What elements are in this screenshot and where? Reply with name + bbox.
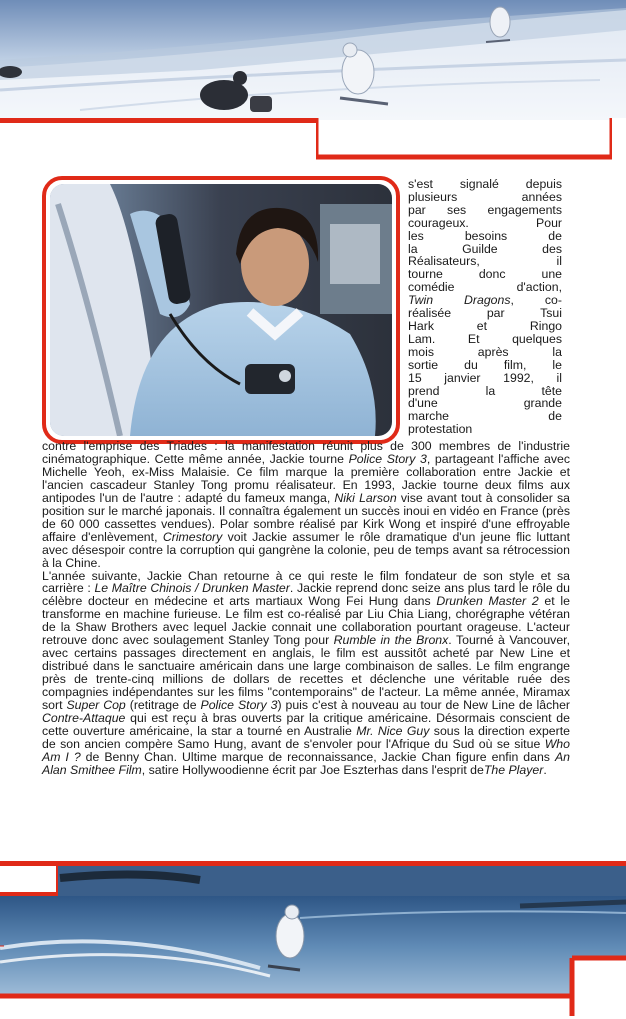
column-line: Réalisateurs, il — [408, 254, 562, 269]
column-line: s'est signalé depuis — [408, 177, 562, 191]
column-line: les besoins de — [408, 228, 562, 243]
side-column-text — [408, 178, 562, 436]
column-line: réalisée par Tsui — [408, 306, 562, 321]
column-line: tourne donc une — [408, 267, 562, 282]
column-line: protestation — [408, 422, 473, 437]
jackie-chan-photo — [50, 184, 392, 436]
column-line: d'une grande — [408, 396, 562, 411]
article-body — [42, 440, 570, 777]
column-line: par ses engagements — [408, 202, 562, 217]
column-line: sortie du film, le — [408, 357, 562, 372]
column-line: la Guilde des — [408, 241, 562, 256]
column-line: prend la tête — [408, 383, 562, 398]
column-line: courageux. Pour — [408, 215, 562, 230]
paragraph: L'année suivante, Jackie Chan retourne à ce qui reste le film fondateur de son style et sa carrière : Le Maître Chinois / Drunken Master. Jackie reprend donc seize ans plus tard le rôle du célèbre docteur en médecine et arts martiaux Wong Fei Hung dans Drunken Master 2 et le transforme en machine furieuse. Le film est co-réalisé par Liu Chia Liang, chorégraphe vétéran de la Shaw Brothers avec lequel Jackie connait une collaboration pourtant orageuse. L'acteur retrouve donc avec soulagement Stanley Tong pour Rumble in the Bronx. Tourné à Vancouver, avec certains passages directement en anglais, le film est aussitôt acheté par New Line et distribué dans le sanctuaire américain dans une large combinaison de salles. Le film engrange près de trente-cinq millions de dollars de recettes et déclenche une véritable ruée des compagnies indépendantes sur les films "contemporains" de l'acteur. La même année, Miramax sort Super Cop (retitrage de Police Story 3) puis c'est à nouveau au tour de New Line de lâcher Contre-Attaque qui est reçu à bras ouverts par la critique américaine. Désormais conscient de cette ouverture américaine, la star a tourné en Australie Mr. Nice Guy sous la direction experte de son ancien compère Samo Hung, avant de s'envoler pour l'Afrique du Sud où se situe Who Am I ? de Benny Chan. Ultime marque de reconnaissance, Jackie Chan figure enfin dans An Alan Smithee Film, satire Hollywoodienne écrit par Joe Eszterhas dans l'esprit deThe Player. — [42, 568, 570, 777]
column-line: Lam. Et quelques — [408, 331, 562, 346]
column-line: marche de — [408, 409, 562, 424]
column-line: 15 janvier 1992, il — [408, 370, 562, 385]
jackie-chan-photo-frame — [42, 176, 400, 444]
top-photo-snow-skiing — [0, 0, 626, 160]
column-line: plusieurs années — [408, 189, 562, 204]
paragraph: contre l'emprise des Triades : la manifestation réunit plus de 300 membres de l'industrie cinématographique. Cette même année, Jackie tourne Police Story 3, partageant l'affiche avec Michelle Yeoh, ex-Miss Malaisie. Ce film marque la première collaboration entre Jackie et l'ancien cascadeur Stanley Tong promu réalisateur. En 1993, Jackie tourne deux films aux antipodes l'un de l'autre : adapté du fameux manga, Niki Larson vise avant tout à consolider sa position sur le marché japonais. Il connaîtra également un succès inoui en vidéo en France (près de 60 000 cassettes vendues). Polar sombre réalisé par Kirk Wong et inspiré d'une effroyable affaire d'enlèvement, Crimestory voit Jackie assumer le rôle dramatique d'un jeune flic luttant avec désespoir contre la corruption qui gangrène la colonie, peu de temps avant sa rétrocession à la Chine. — [42, 439, 571, 570]
column-line: mois après la — [408, 344, 562, 359]
column-line: Twin Dragons, co- — [408, 293, 562, 308]
column-line: comédie d'action, — [408, 280, 562, 295]
column-line: Hark et Ringo — [408, 318, 562, 333]
bottom-photo-water-skiing — [0, 858, 626, 1019]
